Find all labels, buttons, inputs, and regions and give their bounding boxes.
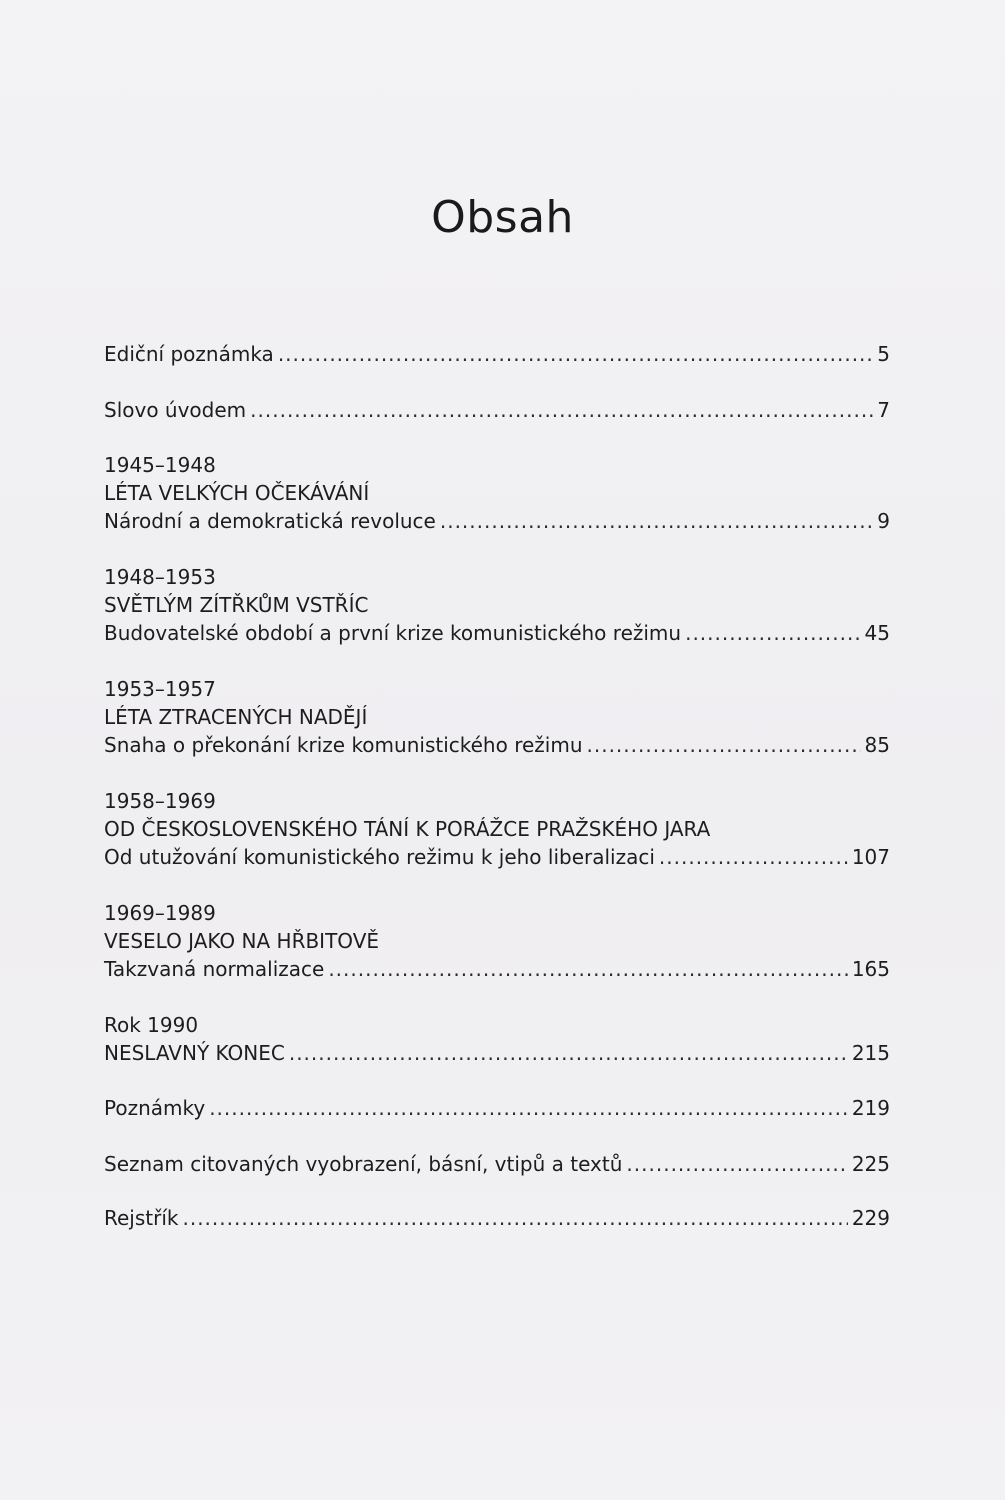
toc-chapter-heading: SVĚTLÝM ZÍTŘKŮM VSTŘÍC (104, 593, 369, 617)
toc-leader-line (104, 731, 890, 759)
toc-leader-line (104, 340, 890, 368)
toc-leader-line (104, 1150, 890, 1178)
toc-entry-label: Národní a demokratická revoluce (104, 509, 436, 533)
toc-page-number: 219 (851, 1096, 890, 1120)
toc-page-number: 215 (851, 1041, 890, 1065)
toc-leader-line (104, 843, 890, 871)
toc-entry-seznam[interactable] (104, 1150, 890, 1178)
toc-entry-label: Slovo úvodem (104, 398, 247, 422)
toc-leader-line (104, 1204, 890, 1232)
toc-chapter-years: 1945–1948 (104, 453, 216, 477)
toc-chapter-heading: LÉTA VELKÝCH OČEKÁVÁNÍ (104, 481, 370, 505)
toc-chapter-years: 1948–1953 (104, 565, 216, 589)
toc-page-number: 165 (851, 957, 890, 981)
toc-entry-poznamky[interactable] (104, 1094, 890, 1122)
dot-leader (278, 340, 873, 368)
toc-entry-label: Seznam citovaných vyobrazení, básní, vtipů a textů (104, 1152, 623, 1176)
toc-entry-label: Rejstřík (104, 1206, 179, 1230)
toc-leader-line (104, 396, 890, 424)
toc-entry-label: Od utužování komunistického režimu k jeho liberalizaci (104, 845, 655, 869)
dot-leader (626, 1150, 847, 1178)
toc-page-number: 225 (851, 1152, 890, 1176)
dot-leader (659, 843, 848, 871)
toc-entry-chapter-1969-1989[interactable] (104, 899, 890, 983)
toc-entry-chapter-1945-1948[interactable] (104, 451, 890, 535)
toc-chapter-heading: OD ČESKOSLOVENSKÉHO TÁNÍ K PORÁŽCE PRAŽSKÉHO JARA (104, 817, 711, 841)
toc-entry-chapter-1990[interactable] (104, 1011, 890, 1067)
page-title: Obsah (431, 192, 574, 243)
toc-entry-edicni-poznamka[interactable] (104, 340, 890, 368)
toc-page-number: 107 (851, 845, 890, 869)
dot-leader (289, 1039, 848, 1067)
toc-page-number: 7 (877, 398, 890, 422)
toc-chapter-years: 1969–1989 (104, 901, 216, 925)
toc-page-number: 85 (864, 733, 890, 757)
dot-leader (328, 955, 848, 983)
toc-chapter-heading: LÉTA ZTRACENÝCH NADĚJÍ (104, 705, 368, 729)
toc-chapter-years: 1953–1957 (104, 677, 216, 701)
dot-leader (250, 396, 873, 424)
toc-leader-line (104, 955, 890, 983)
toc-entry-slovo-uvodem[interactable] (104, 396, 890, 424)
toc-chapter-heading: VESELO JAKO NA HŘBITOVĚ (104, 929, 380, 953)
dot-leader (209, 1094, 848, 1122)
dot-leader (587, 731, 861, 759)
toc-leader-line (104, 1039, 890, 1067)
toc-entry-chapter-1958-1969[interactable] (104, 787, 890, 871)
toc-leader-line (104, 619, 890, 647)
toc-entry-label: Takzvaná normalizace (104, 957, 325, 981)
toc-entry-label: Poznámky (104, 1096, 206, 1120)
dot-leader (182, 1204, 847, 1232)
toc-entry-label: NESLAVNÝ KONEC (104, 1041, 285, 1065)
toc-entry-label: Budovatelské období a první krize komunistického režimu (104, 621, 682, 645)
toc-page-number: 45 (864, 621, 890, 645)
toc-page-number: 5 (877, 342, 890, 366)
toc-chapter-years: Rok 1990 (104, 1013, 199, 1037)
toc-entry-chapter-1953-1957[interactable] (104, 675, 890, 759)
toc-entry-label: Ediční poznámka (104, 342, 274, 366)
toc-page-number: 229 (851, 1206, 890, 1230)
toc-entry-chapter-1948-1953[interactable] (104, 563, 890, 647)
toc-chapter-years: 1958–1969 (104, 789, 216, 813)
toc-leader-line (104, 1094, 890, 1122)
dot-leader (685, 619, 860, 647)
toc-page-number: 9 (877, 509, 890, 533)
dot-leader (440, 507, 873, 535)
toc-leader-line (104, 507, 890, 535)
toc-entry-label: Snaha o překonání krize komunistického režimu (104, 733, 583, 757)
toc-entry-rejstrik[interactable] (104, 1204, 890, 1232)
